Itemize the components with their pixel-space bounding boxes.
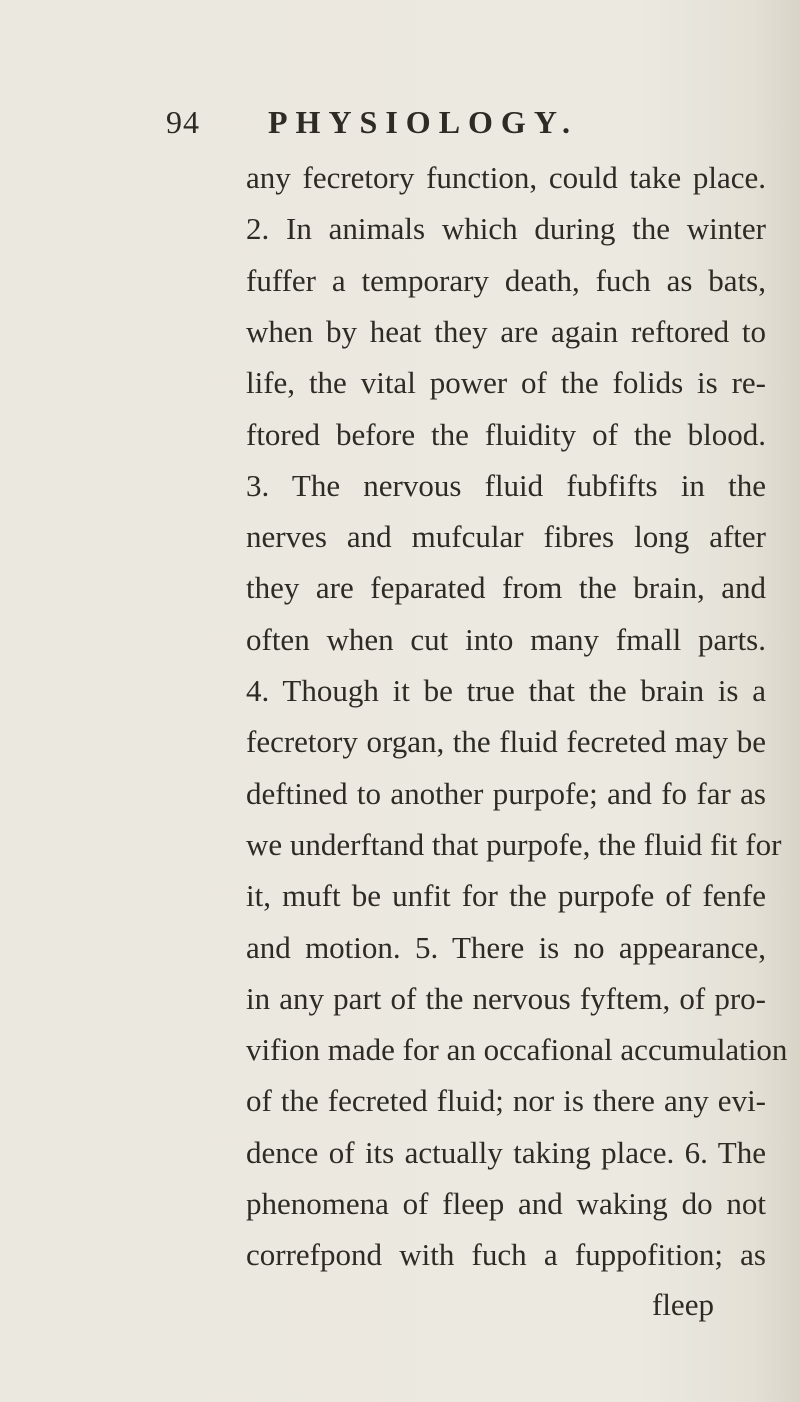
text-line: vifion made for an occafional accumulation [246,1032,788,1068]
text-line: we underftand that purpofe, the fluid fit for [246,826,782,862]
running-head: PHYSIOLOGY. [268,104,578,140]
text-line: ftored before the fluidity of the blood. [246,416,766,452]
catchword: fleep [652,1286,714,1322]
text-line: life, the vital power of the folids is re- [246,365,766,401]
text-line: when by heat they are again reftored to [246,313,766,349]
text-line: phenomena of fleep and waking do not [246,1186,766,1221]
text-line: correfpond with fuch a fuppofition; as [246,1237,766,1273]
text-line: it, muft be unfit for the purpofe of fenfe [246,878,766,914]
text-line: nerves and mufcular fibres long after [246,519,766,555]
text-line: in any part of the nervous fyftem, of pro- [246,980,766,1016]
text-line: any fecretory function, could take place. [246,160,766,195]
text-line: often when cut into many fmall parts. [246,621,766,657]
text-line: 4. Though it be true that the brain is a [246,673,766,708]
page-header [0,104,800,148]
text-line: deftined to another purpofe; and fo far as [246,775,766,811]
text-line: fuffer a temporary death, fuch as bats, [246,262,766,298]
text-line: fecretory organ, the fluid fecreted may be [246,724,766,760]
text-line: of the fecreted fluid; nor is there any evi- [246,1083,766,1119]
text-line: dence of its actually taking place. 6. The [246,1134,766,1170]
text-line: they are feparated from the brain, and [246,570,766,606]
page-number: 94 [166,104,200,140]
text-line: and motion. 5. There is no appearance, [246,929,766,965]
text-line: 3. The nervous fluid fubfifts in the [246,467,766,503]
text-line: 2. In animals which during the winter [246,211,766,247]
